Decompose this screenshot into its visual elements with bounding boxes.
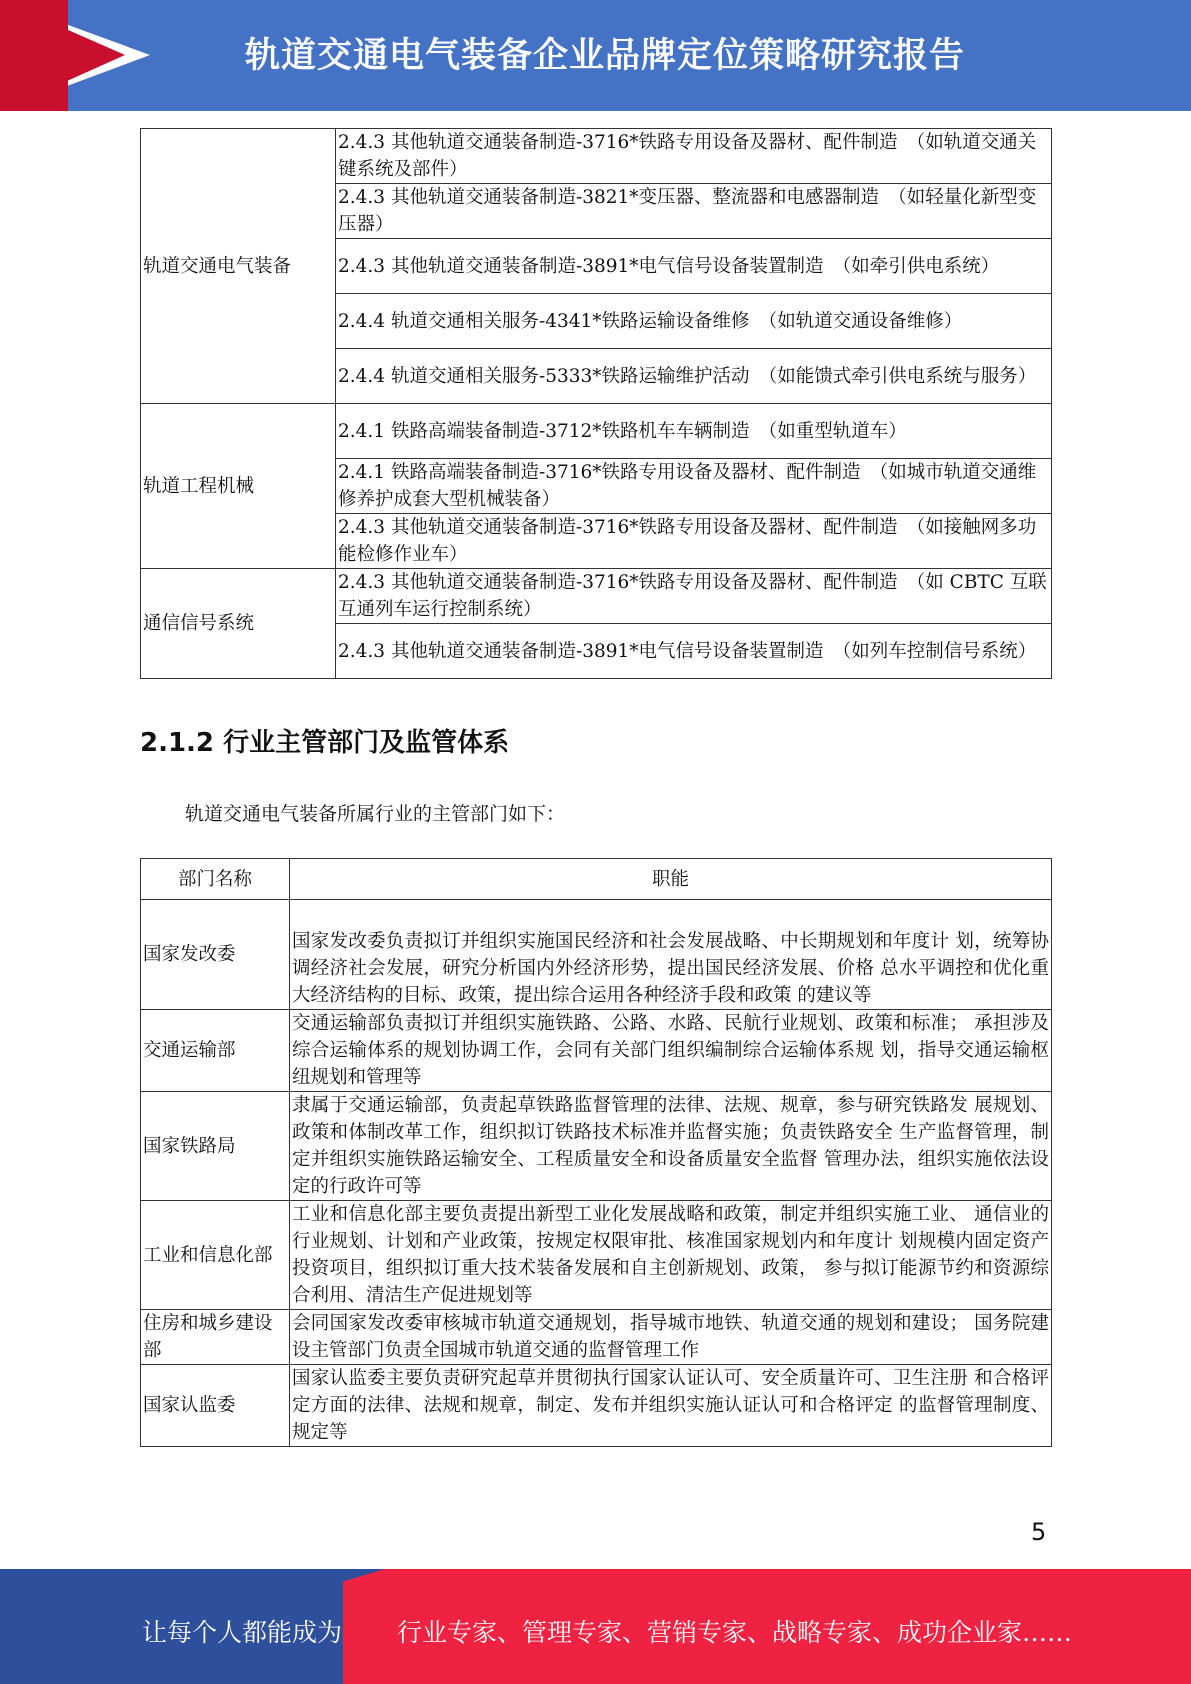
table-row <box>141 129 1052 184</box>
section-intro: 轨道交通电气装备所属行业的主管部门如下： <box>185 803 566 825</box>
department-cell: 工业和信息化部 <box>141 1201 290 1310</box>
item-cell: 2.4.3 其他轨道交通装备制造-3716*铁路专用设备及器材、配件制造 （如轨道交通关键系统及部件） <box>336 129 1052 184</box>
page-footer <box>0 1569 1191 1684</box>
category-cell: 轨道交通电气装备 <box>141 129 336 404</box>
category-cell: 通信信号系统 <box>141 569 336 679</box>
item-cell: 2.4.3 其他轨道交通装备制造-3716*铁路专用设备及器材、配件制造 （如 CBTC 互联互通列车运行控制系统） <box>336 569 1052 624</box>
function-cell: 工业和信息化部主要负责提出新型工业化发展战略和政策，制定并组织实施工业、 通信业的行业规划、计划和产业政策，按规定权限审批、核准国家规划内和年度计 划规模内固定资产投资项目，组织拟订重大技术装备发展和自主创新规划、政策， 参与拟订能源节约和资源综合利用、清洁生产促进规划等 <box>290 1201 1052 1310</box>
report-title: 轨道交通电气装备企业品牌定位策略研究报告 <box>245 36 966 76</box>
item-cell: 2.4.4 轨道交通相关服务-5333*铁路运输维护活动 （如能馈式牵引供电系统与服务） <box>336 349 1052 404</box>
table-row <box>141 569 1052 624</box>
table-row <box>141 900 1052 1010</box>
department-cell: 住房和城乡建设部 <box>141 1310 290 1365</box>
page-header <box>0 0 1191 111</box>
item-cell: 2.4.1 铁路高端装备制造-3712*铁路机车车辆制造 （如重型轨道车） <box>336 404 1052 459</box>
function-cell: 国家认监委主要负责研究起草并贯彻执行国家认证认可、安全质量许可、卫生注册 和合格评定方面的法律、法规和规章，制定、发布并组织实施认证认可和合格评定 的监督管理制度、规定等 <box>290 1365 1052 1447</box>
function-cell: 国家发改委负责拟订并组织实施国民经济和社会发展战略、中长期规划和年度计 划，统筹协调经济社会发展，研究分析国内外经济形势，提出国民经济发展、价格 总水平调控和优化重大经济结构的目标、政策，提出综合运用各种经济手段和政策 的建议等 <box>290 900 1052 1010</box>
table-row <box>141 1010 1052 1092</box>
industry-classification-table <box>140 128 1052 679</box>
header-red-block <box>0 0 68 111</box>
table-row <box>141 1201 1052 1310</box>
item-cell: 2.4.3 其他轨道交通装备制造-3821*变压器、整流器和电感器制造 （如轻量化新型变压器） <box>336 184 1052 239</box>
department-cell: 交通运输部 <box>141 1010 290 1092</box>
category-cell: 轨道工程机械 <box>141 404 336 569</box>
item-cell: 2.4.4 轨道交通相关服务-4341*铁路运输设备维修 （如轨道交通设备维修） <box>336 294 1052 349</box>
table-header-row <box>141 859 1052 900</box>
item-cell: 2.4.3 其他轨道交通装备制造-3891*电气信号设备装置制造 （如牵引供电系统） <box>336 239 1052 294</box>
table-row <box>141 1092 1052 1201</box>
table-row <box>141 404 1052 459</box>
department-cell: 国家发改委 <box>141 900 290 1010</box>
footer-slogan-right: 行业专家、管理专家、营销专家、战略专家、成功企业家…… <box>397 1618 1073 1647</box>
table-row <box>141 1365 1052 1447</box>
page-number: 5 <box>1031 1518 1047 1546</box>
column-header-department: 部门名称 <box>141 859 290 900</box>
section-heading: 2.1.2 行业主管部门及监管体系 <box>140 728 510 758</box>
function-cell: 隶属于交通运输部，负责起草铁路监督管理的法律、法规、规章，参与研究铁路发 展规划、政策和体制改革工作，组织拟订铁路技术标准并监督实施；负责铁路安全 生产监督管理，制定并组织实施铁路运输安全、工程质量安全和设备质量安全监督 管理办法，组织实施依法设定的行政许可等 <box>290 1092 1052 1201</box>
item-cell: 2.4.3 其他轨道交通装备制造-3891*电气信号设备装置制造 （如列车控制信号系统） <box>336 624 1052 679</box>
footer-slogan-left: 让每个人都能成为 <box>142 1618 343 1647</box>
department-cell: 国家认监委 <box>141 1365 290 1447</box>
function-cell: 交通运输部负责拟订并组织实施铁路、公路、水路、民航行业规划、政策和标准； 承担涉及综合运输体系的规划协调工作，会同有关部门组织编制综合运输体系规 划，指导交通运输枢纽规划和管理等 <box>290 1010 1052 1092</box>
function-cell: 会同国家发改委审核城市轨道交通规划，指导城市地铁、轨道交通的规划和建设； 国务院建设主管部门负责全国城市轨道交通的监督管理工作 <box>290 1310 1052 1365</box>
department-cell: 国家铁路局 <box>141 1092 290 1201</box>
item-cell: 2.4.3 其他轨道交通装备制造-3716*铁路专用设备及器材、配件制造 （如接触网多功能检修作业车） <box>336 514 1052 569</box>
item-cell: 2.4.1 铁路高端装备制造-3716*铁路专用设备及器材、配件制造 （如城市轨道交通维修养护成套大型机械装备） <box>336 459 1052 514</box>
table-row <box>141 1310 1052 1365</box>
regulatory-departments-table <box>140 858 1052 1447</box>
column-header-function: 职能 <box>290 859 1052 900</box>
